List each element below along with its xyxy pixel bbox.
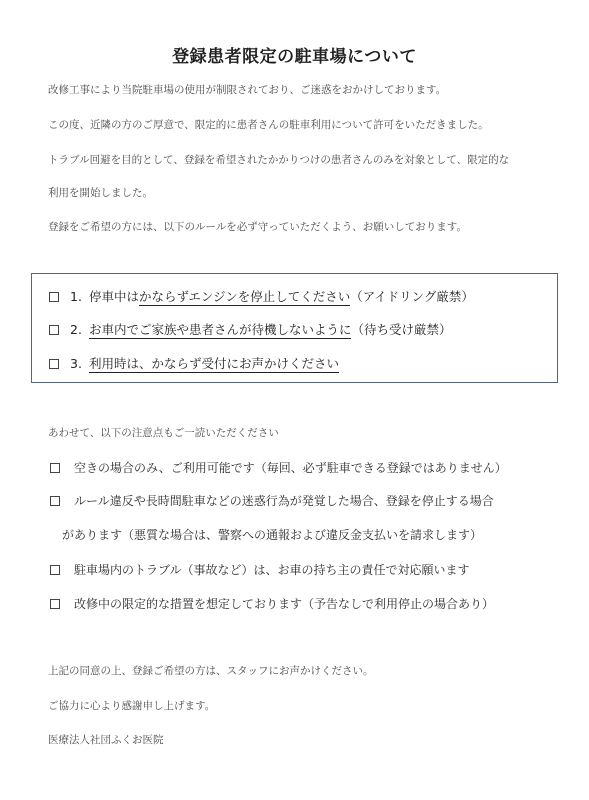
- note-checkbox-2: [50, 496, 60, 506]
- note-item-4: [50, 595, 494, 612]
- rule-underlined-text: お車内でご家族や患者さんが待機しないように: [88, 322, 352, 337]
- note-text: 駐車場内のトラブル（事故など）は、お車の持ち主の責任で対応願います: [74, 563, 470, 577]
- note-text: ルール違反や長時間駐車などの迷惑行為が発覚した場合、登録を停止する場合: [74, 494, 494, 508]
- rule-item-3: [49, 354, 339, 372]
- note-checkbox-1: [50, 463, 60, 473]
- rule-checkbox-2: [49, 325, 59, 335]
- rule-text: 停車中は: [88, 289, 139, 304]
- intro-line-4: 利用を開始しました。: [48, 187, 153, 199]
- rule-underlined-text: 利用時は、かならず受付にお声かけください: [88, 356, 339, 371]
- closing-line-2: ご協力に心より感謝申し上げます。: [48, 700, 216, 712]
- rule-underlined-text: かならずエンジンを停止してください: [138, 289, 351, 304]
- intro-line-3: トラブル回避を目的として、登録を希望されたかかりつけの患者さんのみを対象として、限定的な: [48, 154, 510, 166]
- note-item-1: [50, 459, 507, 476]
- note-item-2: [50, 492, 494, 509]
- note-checkbox-3: [50, 565, 60, 575]
- note-text: 改修中の限定的な措置を想定しております（予告なしで利用停止の場合あり）: [74, 597, 495, 611]
- rule-number: 1.: [70, 289, 82, 304]
- rule-item-1: [49, 287, 474, 305]
- intro-line-2: この度、近隣の方のご厚意で、限定的に患者さんの駐車利用について許可をいただきました。: [48, 119, 489, 131]
- note-item-2-continuation: があります（悪質な場合は、警察への通報および違反金支払いを請求します）: [62, 528, 483, 542]
- note-text: 空きの場合のみ、ご利用可能です（毎回、必ず駐車できる登録ではありません）: [74, 461, 507, 475]
- rule-number: 2.: [70, 322, 82, 337]
- rule-checkbox-3: [49, 359, 59, 369]
- rule-note: （待ち受け厳禁）: [351, 322, 452, 337]
- rule-number: 3.: [70, 356, 82, 371]
- closing-line-1: 上記の同意の上、登録ご希望の方は、スタッフにお声かけください。: [48, 665, 374, 677]
- signature: 医療法人社団ふくお医院: [48, 734, 164, 746]
- rules-box: [31, 273, 558, 383]
- notes-lead: あわせて、以下の注意点もご一読いただください: [48, 427, 279, 439]
- rule-checkbox-1: [49, 292, 59, 302]
- intro-line-1: 改修工事により当院駐車場の使用が制限されており、ご迷惑をおかけしております。: [48, 84, 447, 96]
- page-title: 登録患者限定の駐車場について: [172, 47, 417, 67]
- note-item-3: [50, 561, 470, 578]
- rule-note: （アイドリング厳禁）: [350, 289, 474, 304]
- note-checkbox-4: [50, 599, 60, 609]
- intro-line-5: 登録をご希望の方には、以下のルールを必ず守っていただくよう、お願いしております。: [48, 221, 467, 233]
- rule-item-2: [49, 320, 451, 338]
